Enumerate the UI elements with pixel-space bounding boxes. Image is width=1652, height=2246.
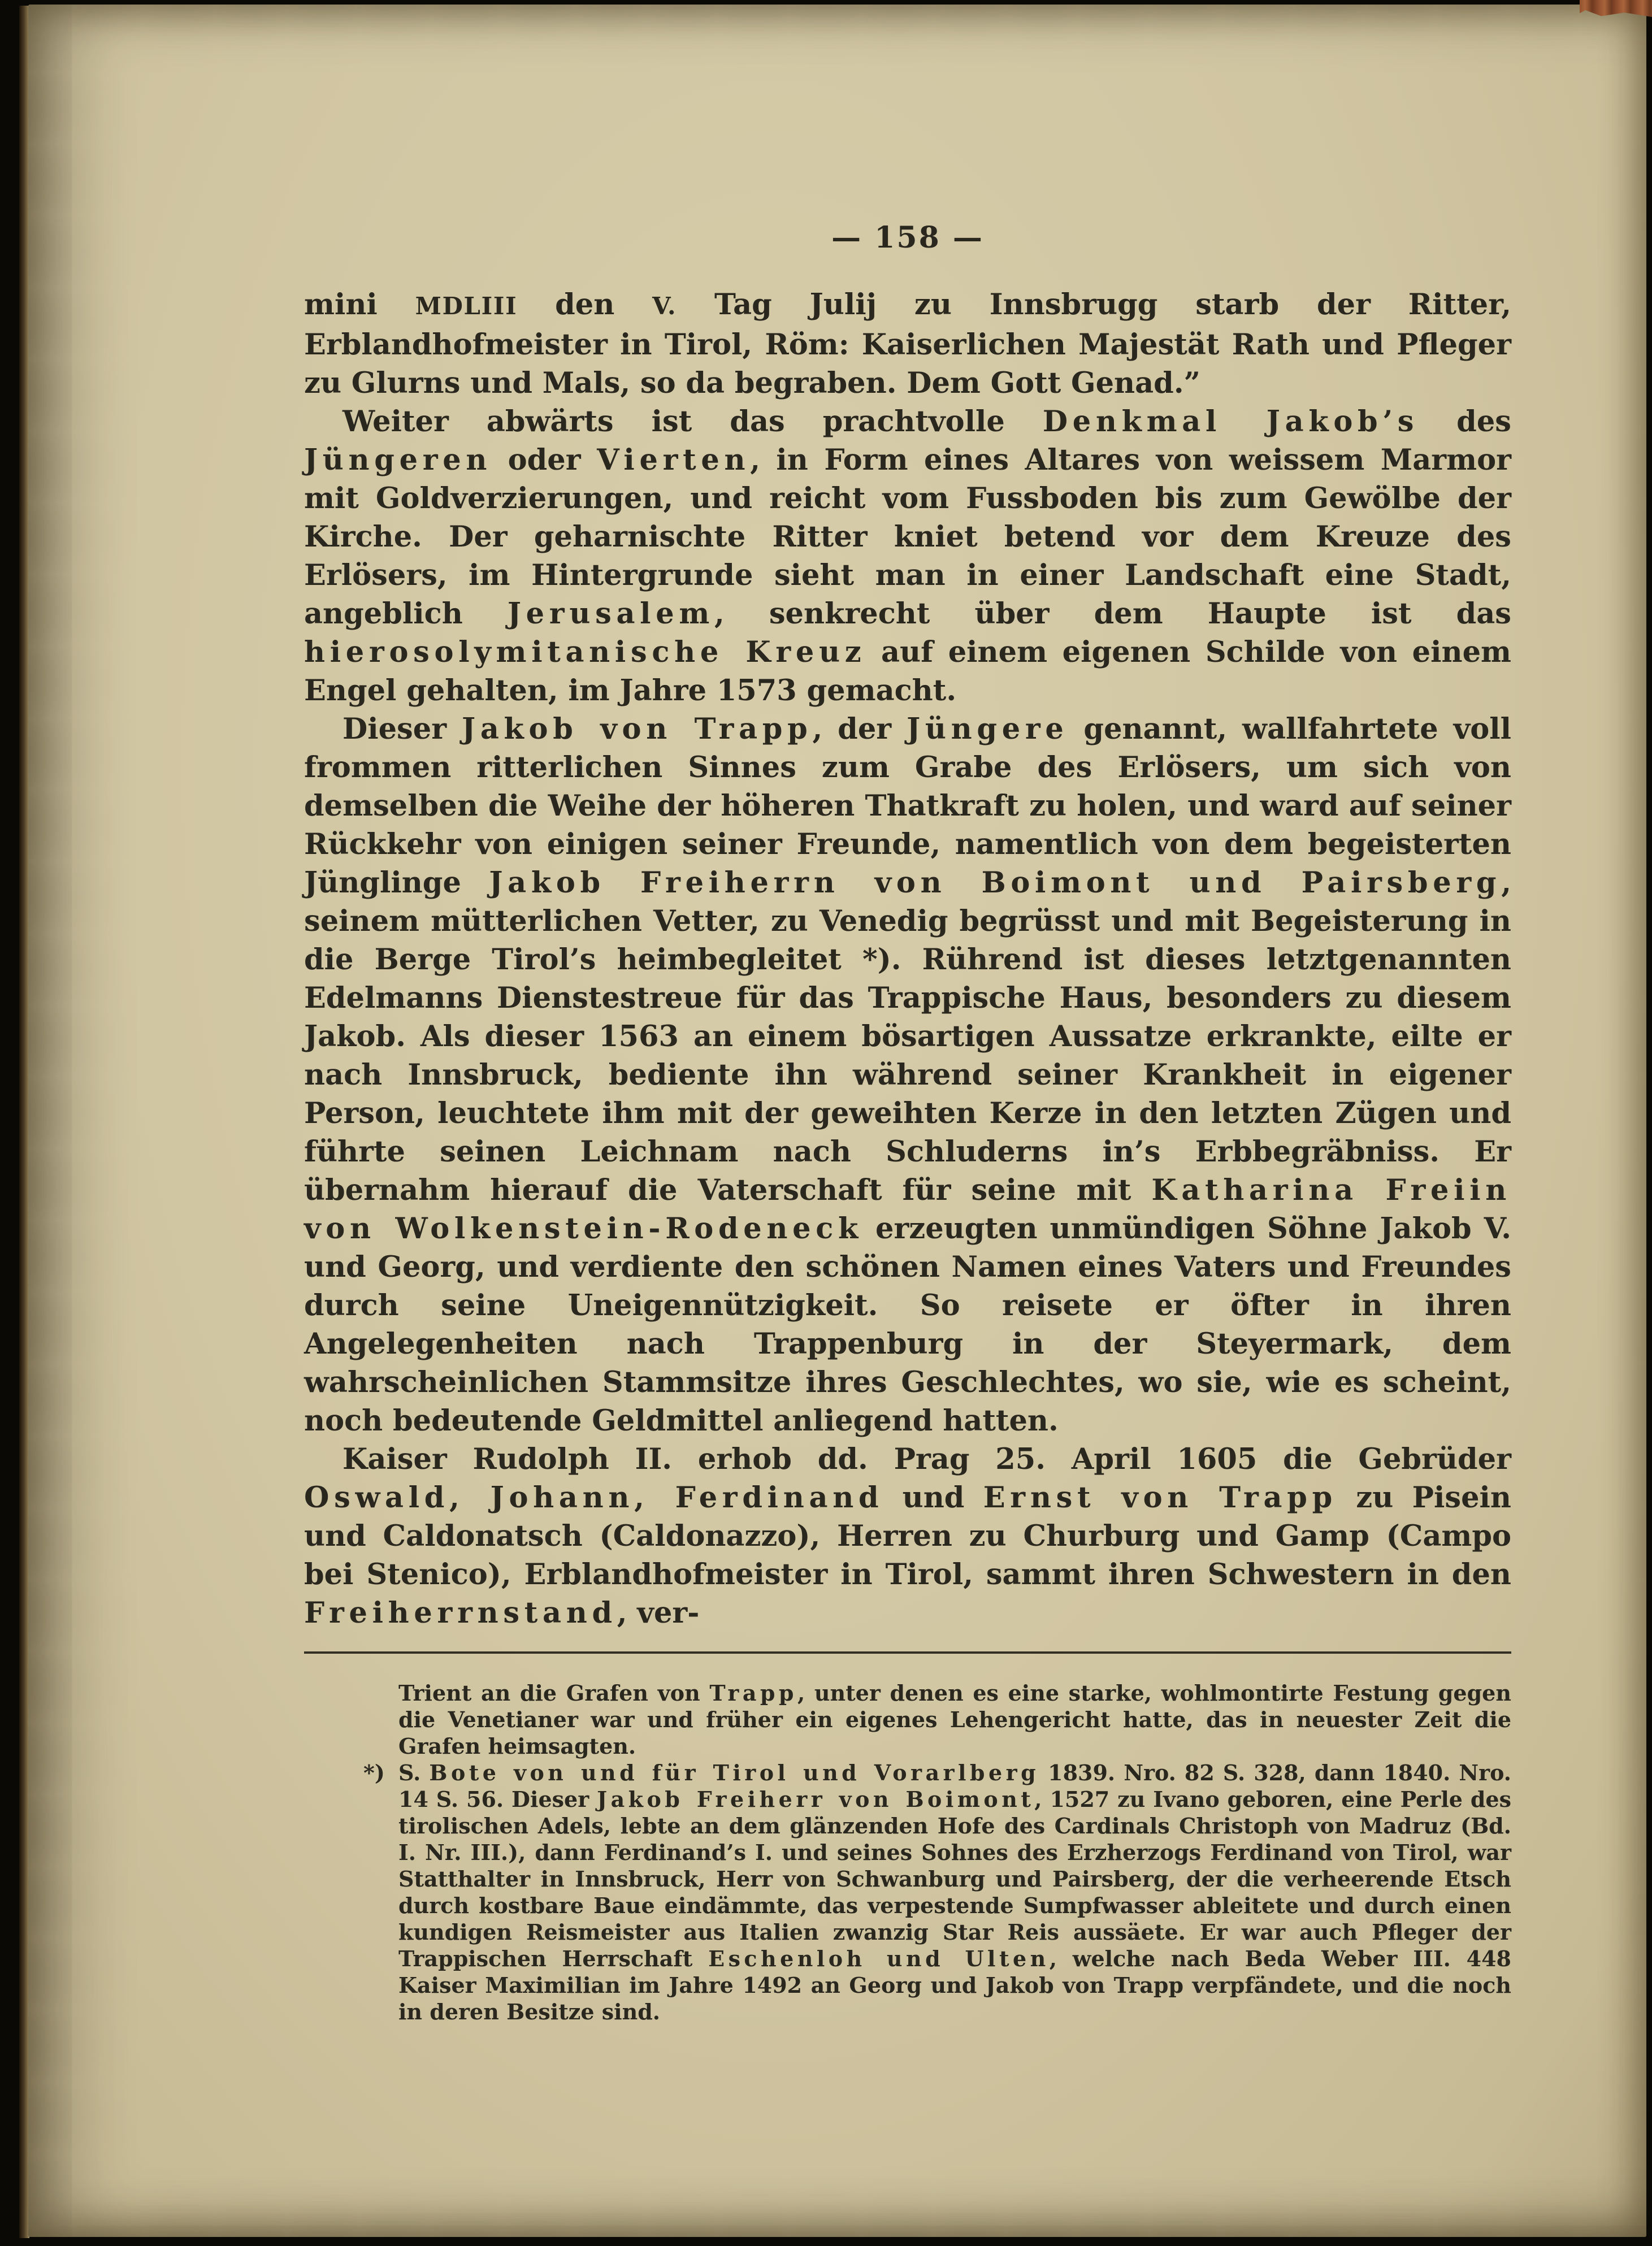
text-run: 1839. Nro. 82 S. 328, dann 1840. Nro. 14 S. 56. Dieser: [398, 1760, 1512, 1812]
paragraph: [304, 710, 1511, 1440]
body-text: [304, 285, 1511, 1632]
emphasized-text: Vierten: [597, 443, 751, 477]
emphasized-text: Katharina Freiin von Wolkenstein-Rodeneck: [304, 1173, 1512, 1246]
paragraph: [304, 402, 1511, 710]
emphasized-text: Ernst von Trapp: [983, 1481, 1337, 1515]
text-run: und: [883, 1481, 983, 1515]
text-run: mini: [304, 288, 415, 322]
paragraph: [304, 285, 1511, 402]
text-run: den: [517, 288, 653, 322]
text-run: auf einem eigenen Schilde von einem Engel gehalten, im Jahre 1573 gemacht.: [304, 635, 1511, 708]
emphasized-text: Jakob Freiherr von Boimont: [597, 1787, 1035, 1812]
emphasized-text: Jüngeren: [304, 443, 492, 477]
text-run: Dieser: [342, 712, 462, 746]
text-run: Weiter abwärts ist das prachtvolle: [342, 405, 1043, 439]
text-run: Tag Julij zu Innsbrugg starb der Ritter, Erblandhofmeister in Tirol, Röm: Kaiserlichen Majestät Rath und Pfleger zu Glurns und Mals, so da begraben. Dem Gott Genad.”: [304, 288, 1512, 400]
text-run: , welche nach Beda Weber III. 448 Kaiser Maximilian im Jahre 1492 an Georg und Jakob von Trapp verpfändete, und die noch in deren Besitze sind.: [398, 1946, 1512, 2024]
text-run: S.: [398, 1760, 430, 1785]
text-run: oder: [492, 443, 597, 477]
footnote-marker: *): [363, 1760, 385, 1785]
emphasized-text: Oswald, Johann, Ferdinand: [304, 1481, 884, 1515]
footnote: [398, 1680, 1511, 1759]
footnote-separator-rule: [304, 1651, 1511, 1654]
text-run: , senkrecht über dem Haupte ist das: [714, 597, 1512, 631]
emphasized-text: Eschenloh und Ulten: [708, 1946, 1050, 1971]
smallcaps-text: MDLIII: [415, 292, 518, 320]
text-run: erzeugten unmündigen Söhne Jakob V. und Georg, und verdiente den schönen Namen eines Vaters und Freundes durch seine Uneigennützigkeit. So reisete er öfter in ihren Angelegenheiten nach Trappenburg in der Steyermark, dem wahrscheinlichen Stammsitze ihres Geschlechtes, wo sie, wie es scheint, noch bedeutende Geldmittel anliegend hatten.: [304, 1212, 1512, 1438]
smallcaps-text: V.: [652, 292, 677, 320]
page-content: [304, 220, 1511, 2025]
text-run: , der: [812, 712, 907, 746]
emphasized-text: Trapp: [709, 1680, 797, 1706]
paragraph: [304, 1440, 1511, 1632]
emphasized-text: hierosolymitanische Kreuz: [304, 635, 866, 669]
text-run: zu Pisein und Caldonatsch (Caldonazzo), Herren zu Churburg und Gamp (Campo bei Stenico), Erblandhofmeister in Tirol, sammt ihren Schwestern in den: [304, 1481, 1511, 1592]
text-run: genannt, wallfahrtete voll frommen ritterlichen Sinnes zum Grabe des Erlösers, um sich von demselben die Weihe der höheren Thatkraft zu holen, und ward auf seiner Rückkehr von einigen seiner Freunde, namentlich von dem begeisterten Jünglinge: [304, 712, 1512, 900]
page-number-text: — 158 —: [831, 220, 984, 255]
emphasized-text: Jüngere: [907, 712, 1069, 746]
footnotes: [363, 1680, 1512, 2025]
footnote: [363, 1759, 1512, 2025]
text-run: , unter denen es eine starke, wohlmontirte Festung gegen die Venetianer war und früher ein eigenes Lehengericht hatte, das in neuester Zeit die Grafen heimsagten.: [398, 1680, 1511, 1759]
text-run: , seinem mütterlichen Vetter, zu Venedig begrüsst und mit Begeisterung in die Berge Tirol’s heimbegleitet *). Rührend ist dieses letztgenannten Edelmanns Dienstestreue für das Trappische Haus, besonders zu diesem Jakob. Als dieser 1563 an einem bösartigen Aussatze erkrankte, eilte er nach Innsbruck, bediente ihn während seiner Krankheit in eigener Person, leuchtete ihm mit der geweihten Kerze in den letzten Zügen und führte seinen Leichnam nach Schluderns in’s Erbbegräbniss. Er übernahm hierauf die Vaterschaft für seine mit: [304, 866, 1511, 1207]
book-page-paper: [28, 5, 1646, 2237]
text-run: , ver-: [617, 1596, 700, 1630]
text-run: , in Form eines Altares von weissem Marmor mit Goldverzierungen, und reicht vom Fussboden bis zum Gewölbe der Kirche. Der geharnischte Ritter kniet betend vor dem Kreuze des Erlösers, im Hintergrunde sieht man in einer Landschaft eine Stadt, angeblich: [304, 443, 1511, 631]
emphasized-text: Jerusalem: [507, 597, 714, 631]
text-run: , 1527 zu Ivano geboren, eine Perle des tirolischen Adels, lebte an dem glänzenden Hofe des Cardinals Christoph von Madruz (Bd. I. Nr. III.), dann Ferdinand’s I. und seines Sohnes des Erzherzogs Ferdinand von Tirol, war Statthalter in Innsbruck, Herr von Schwanburg und Pairsberg, der die verheerende Etsch durch kostbare Baue eindämmte, das verpestende Sumpfwasser ableitete und durch einen kundigen Reismeister aus Italien zwanzig Star Reis aussäete. Er war auch Pfleger der Trappischen Herrschaft: [398, 1787, 1511, 1971]
emphasized-text: Freiherrnstand: [304, 1596, 617, 1630]
text-run: des: [1419, 405, 1511, 439]
emphasized-text: Jakob von Trapp: [462, 712, 813, 746]
text-run: Trient an die Grafen von: [398, 1680, 710, 1706]
emphasized-text: Denkmal Jakob’s: [1042, 405, 1419, 439]
page-number: [304, 220, 1511, 255]
emphasized-text: Jakob Freiherrn von Boimont und Pairsberg: [489, 866, 1502, 900]
text-run: Kaiser Rudolph II. erhob dd. Prag 25. April 1605 die Gebrüder: [342, 1442, 1511, 1476]
emphasized-text: Bote von und für Tirol und Vorarlberg: [429, 1760, 1040, 1785]
